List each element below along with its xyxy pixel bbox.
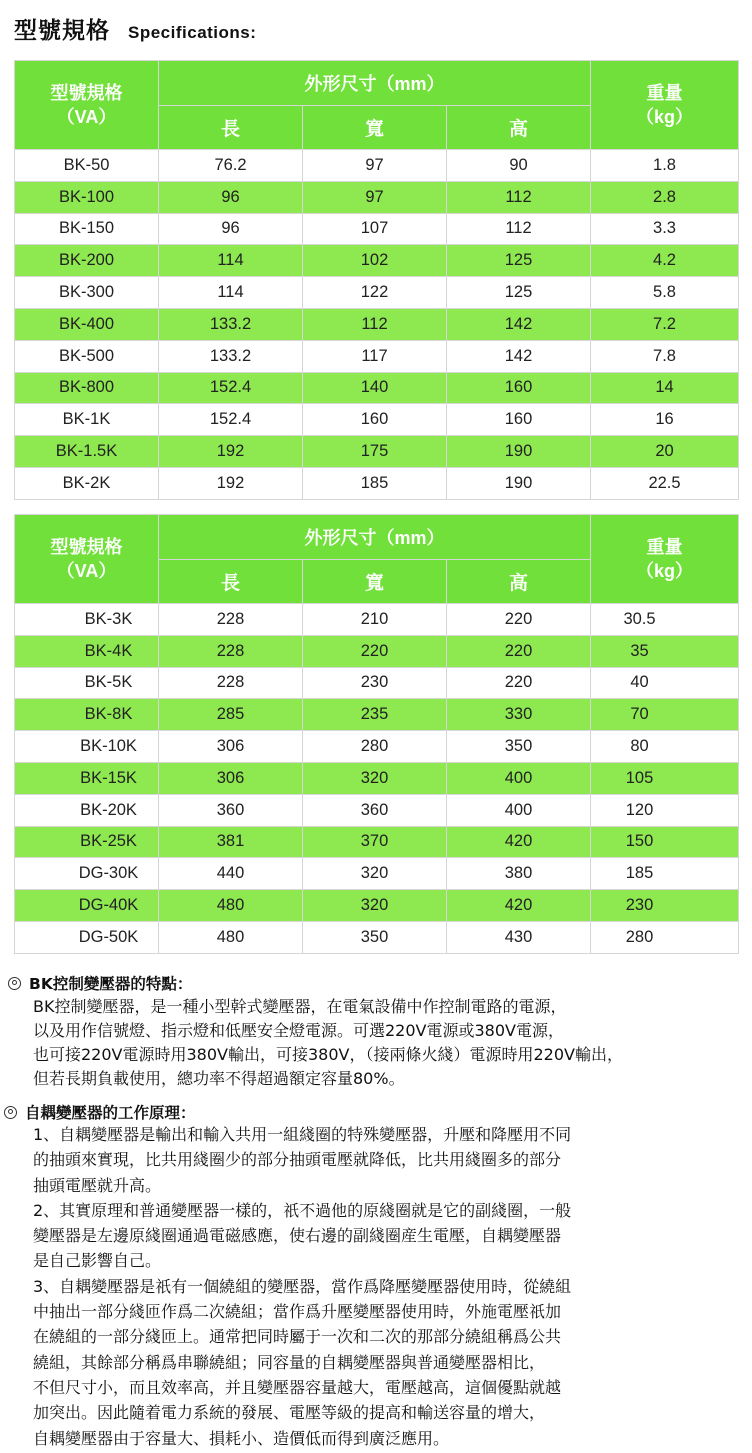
cell-height: 160	[447, 372, 591, 404]
cell-width: 117	[303, 340, 447, 372]
text-line: 在繞組的一部分綫匝上。通常把同時屬于一次和二次的那部分繞組稱爲公共	[33, 1327, 562, 1347]
cell-model: BK-100	[15, 181, 159, 213]
text-line: 3、自耦變壓器是祇有一個繞組的變壓器，當作爲降壓變壓器使用時，從繞組	[33, 1276, 572, 1296]
cell-length: 480	[159, 921, 303, 953]
table-row	[15, 699, 739, 731]
cell-width: 320	[303, 890, 447, 922]
cell-height: 142	[447, 340, 591, 372]
cell-width: 235	[303, 699, 447, 731]
text-line: 1、自耦變壓器是輸出和輸入共用一組綫圈的特殊變壓器，升壓和降壓用不同	[33, 1125, 572, 1144]
table-row	[15, 794, 739, 826]
cell-length: 114	[159, 245, 303, 277]
cell-length: 306	[159, 731, 303, 763]
text-line: 繞組，其餘部分稱爲串聯繞組；同容量的自耦變壓器與普通變壓器相比，	[33, 1352, 546, 1372]
cell-width: 320	[303, 858, 447, 890]
cell-length: 381	[159, 826, 303, 858]
header-model: 型號規格 （VA）	[15, 61, 159, 150]
cell-model: DG-40K	[15, 890, 159, 922]
cell-length: 192	[159, 467, 303, 499]
table-row	[15, 245, 739, 277]
cell-width: 160	[303, 404, 447, 436]
cell-weight: 80	[591, 731, 739, 763]
header-dimensions: 外形尺寸（mm）	[159, 61, 591, 106]
cell-height: 400	[447, 794, 591, 826]
section-body	[0, 995, 752, 1091]
cell-weight: 120	[591, 794, 739, 826]
cell-length: 152.4	[159, 372, 303, 404]
cell-weight: 5.8	[591, 277, 739, 309]
cell-height: 142	[447, 308, 591, 340]
title-english: Specifications:	[128, 23, 257, 42]
cell-height: 160	[447, 404, 591, 436]
cell-model: BK-500	[15, 340, 159, 372]
cell-length: 114	[159, 277, 303, 309]
cell-weight: 150	[591, 826, 739, 858]
cell-height: 330	[447, 699, 591, 731]
cell-height: 350	[447, 731, 591, 763]
cell-height: 430	[447, 921, 591, 953]
cell-width: 97	[303, 181, 447, 213]
cell-width: 102	[303, 245, 447, 277]
cell-model: BK-8K	[15, 699, 159, 731]
table-row	[15, 762, 739, 794]
header-model: 型號規格 （VA）	[15, 515, 159, 604]
cell-height: 190	[447, 467, 591, 499]
cell-length: 152.4	[159, 404, 303, 436]
cell-model: BK-200	[15, 245, 159, 277]
cell-width: 210	[303, 604, 447, 636]
table-row	[15, 731, 739, 763]
cell-weight: 16	[591, 404, 739, 436]
cell-width: 140	[303, 372, 447, 404]
cell-height: 420	[447, 890, 591, 922]
cell-width: 175	[303, 436, 447, 468]
cell-weight: 1.8	[591, 150, 739, 182]
cell-width: 185	[303, 467, 447, 499]
cell-length: 133.2	[159, 308, 303, 340]
cell-height: 112	[447, 213, 591, 245]
cell-length: 360	[159, 794, 303, 826]
cell-length: 440	[159, 858, 303, 890]
header-dimensions: 外形尺寸（mm）	[159, 515, 591, 560]
header-length: 長	[159, 106, 303, 150]
cell-length: 285	[159, 699, 303, 731]
cell-weight: 230	[591, 890, 739, 922]
cell-model: BK-5K	[15, 667, 159, 699]
table-row	[15, 308, 739, 340]
cell-model: BK-25K	[15, 826, 159, 858]
cell-width: 107	[303, 213, 447, 245]
cell-height: 125	[447, 277, 591, 309]
table-row	[15, 890, 739, 922]
header-weight: 重量 （kg）	[591, 515, 739, 604]
table-row	[15, 340, 739, 372]
cell-weight: 4.2	[591, 245, 739, 277]
header-height: 高	[447, 560, 591, 604]
cell-height: 220	[447, 667, 591, 699]
cell-model: BK-4K	[15, 635, 159, 667]
cell-width: 97	[303, 150, 447, 182]
table-row	[15, 277, 739, 309]
cell-width: 112	[303, 308, 447, 340]
cell-width: 360	[303, 794, 447, 826]
cell-length: 306	[159, 762, 303, 794]
text-line: 的抽頭來實現，比共用綫圈少的部分抽頭電壓就降低，比共用綫圈多的部分	[33, 1150, 562, 1170]
cell-height: 190	[447, 436, 591, 468]
cell-weight: 7.8	[591, 340, 739, 372]
cell-model: BK-3K	[15, 604, 159, 636]
text-line: 不但尺寸小，而且效率高，并且變壓器容量越大，電壓越高，這個優點就越	[33, 1377, 562, 1397]
cell-model: BK-1K	[15, 404, 159, 436]
spec-table-1	[14, 60, 739, 500]
cell-weight: 14	[591, 372, 739, 404]
cell-weight: 105	[591, 762, 739, 794]
table-row	[15, 436, 739, 468]
cell-length: 228	[159, 667, 303, 699]
cell-width: 350	[303, 921, 447, 953]
cell-model: BK-800	[15, 372, 159, 404]
section-bk-features	[0, 972, 752, 1091]
text-line: 中抽出一部分綫匝作爲二次繞組；當作爲升壓變壓器使用時，外施電壓祇加	[33, 1302, 562, 1322]
cell-length: 228	[159, 604, 303, 636]
cell-model: DG-30K	[15, 858, 159, 890]
cell-width: 320	[303, 762, 447, 794]
title-chinese: 型號規格	[14, 18, 110, 44]
text-line: 以及用作信號燈、指示燈和低壓安全燈電源。可選220V電源或380V電源，	[33, 1021, 564, 1040]
double-circle-icon	[4, 1106, 17, 1119]
cell-width: 220	[303, 635, 447, 667]
cell-height: 220	[447, 635, 591, 667]
section-heading: BK控制變壓器的特點：	[0, 972, 752, 994]
text-line: 加突出。因此隨着電力系統的發展、電壓等級的提高和輸送容量的增大，	[33, 1403, 546, 1423]
cell-weight: 2.8	[591, 181, 739, 213]
section-heading: 自耦變壓器的工作原理：	[0, 1101, 752, 1123]
cell-weight: 7.2	[591, 308, 739, 340]
table-row	[15, 467, 739, 499]
double-circle-icon	[8, 977, 21, 990]
header-weight: 重量 （kg）	[591, 61, 739, 150]
text-line: 但若長期負載使用，總功率不得超過額定容量80%。	[33, 1069, 405, 1088]
cell-model: BK-50	[15, 150, 159, 182]
cell-weight: 185	[591, 858, 739, 890]
table-row	[15, 826, 739, 858]
cell-model: BK-150	[15, 213, 159, 245]
header-height: 高	[447, 106, 591, 150]
cell-model: BK-1.5K	[15, 436, 159, 468]
cell-height: 380	[447, 858, 591, 890]
section-body	[0, 1122, 752, 1451]
cell-model: BK-10K	[15, 731, 159, 763]
header-length: 長	[159, 560, 303, 604]
cell-height: 400	[447, 762, 591, 794]
cell-length: 192	[159, 436, 303, 468]
text-line: 2、其實原理和普通變壓器一樣的，祇不過他的原綫圈就是它的副綫圈，一般	[33, 1200, 572, 1220]
table-row	[15, 181, 739, 213]
text-line: 是自己影響自己。	[33, 1251, 162, 1271]
cell-weight: 30.5	[591, 604, 739, 636]
cell-length: 228	[159, 635, 303, 667]
cell-weight: 22.5	[591, 467, 739, 499]
table-row	[15, 858, 739, 890]
text-line: 自耦變壓器由于容量大、損耗小、造價低而得到廣泛應用。	[33, 1428, 450, 1448]
cell-weight: 70	[591, 699, 739, 731]
text-line: BK控制變壓器，是一種小型幹式變壓器，在電氣設備中作控制電路的電源，	[33, 997, 567, 1016]
cell-height: 90	[447, 150, 591, 182]
table-row	[15, 635, 739, 667]
cell-model: BK-15K	[15, 762, 159, 794]
cell-width: 230	[303, 667, 447, 699]
page-title	[14, 12, 256, 46]
text-line: 也可接220V電源時用380V輸出，可接380V，（接兩條火綫）電源時用220V輸出，	[33, 1045, 623, 1064]
cell-model: DG-50K	[15, 921, 159, 953]
cell-weight: 3.3	[591, 213, 739, 245]
cell-length: 133.2	[159, 340, 303, 372]
cell-length: 480	[159, 890, 303, 922]
cell-weight: 40	[591, 667, 739, 699]
spec-table-2	[14, 514, 739, 954]
cell-height: 220	[447, 604, 591, 636]
cell-height: 125	[447, 245, 591, 277]
cell-width: 280	[303, 731, 447, 763]
cell-length: 76.2	[159, 150, 303, 182]
cell-length: 96	[159, 213, 303, 245]
table-row	[15, 404, 739, 436]
cell-weight: 20	[591, 436, 739, 468]
text-line: 變壓器是左邊原綫圈通過電磁感應，使右邊的副綫圈産生電壓，自耦變壓器	[33, 1226, 562, 1246]
table-row	[15, 604, 739, 636]
cell-length: 96	[159, 181, 303, 213]
table-row	[15, 921, 739, 953]
cell-width: 122	[303, 277, 447, 309]
table-row	[15, 150, 739, 182]
cell-model: BK-20K	[15, 794, 159, 826]
cell-height: 112	[447, 181, 591, 213]
cell-height: 420	[447, 826, 591, 858]
cell-weight: 280	[591, 921, 739, 953]
table-row	[15, 372, 739, 404]
section-autotransformer-principle	[0, 1101, 752, 1451]
header-width: 寬	[303, 106, 447, 150]
table-row	[15, 667, 739, 699]
cell-width: 370	[303, 826, 447, 858]
header-width: 寬	[303, 560, 447, 604]
cell-model: BK-300	[15, 277, 159, 309]
cell-model: BK-400	[15, 308, 159, 340]
cell-weight: 35	[591, 635, 739, 667]
text-line: 抽頭電壓就升高。	[33, 1175, 162, 1195]
cell-model: BK-2K	[15, 467, 159, 499]
table-row	[15, 213, 739, 245]
